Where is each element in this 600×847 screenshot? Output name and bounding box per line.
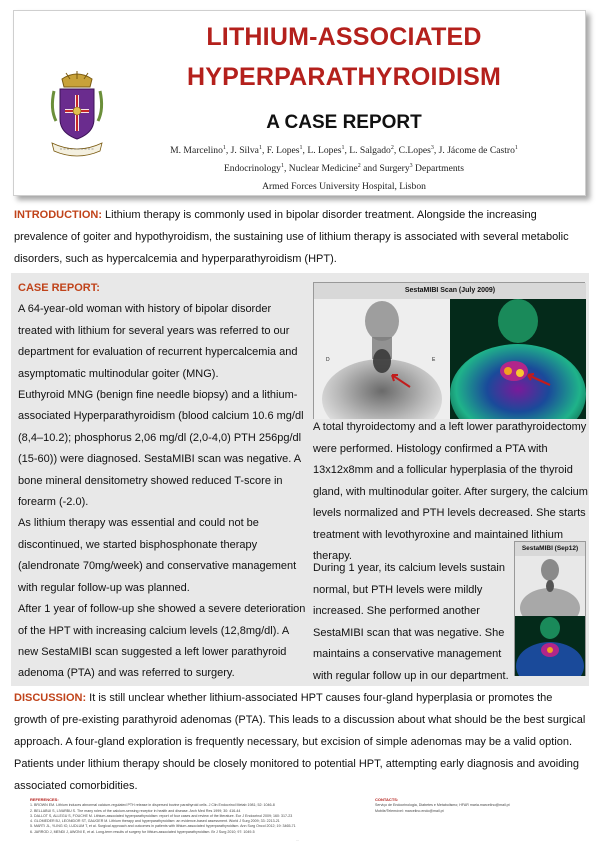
page-mark: ... <box>296 838 299 842</box>
case-report-left-column <box>18 278 308 685</box>
reference-item: 5. MARTI JL, YLING IO, LUDLUM T, et al. Surgical approach and outcomes in patients with lithium-associated hyperparathyroidism. Ann Surg Oncol 2012; 19: 3465-71 <box>30 824 296 829</box>
scan-marker-d: D <box>326 357 330 363</box>
contact-line: Serviço de Endocrinologia, Diabetes e Metabolismo; HFAR maria.marcelino@mail.pt <box>375 803 510 808</box>
scan2-caption: SestaMIBI (Sep12) <box>515 542 585 556</box>
case-report-right-paragraph-2: During 1 year, its calcium levels sustain normal, but PTH levels were mildly increased. She performed another SestaMIBI scan that was negative. She maintains a conservative management with regular follow up in our department. <box>313 562 509 682</box>
reference-item: 6. JARROD J, MENDI J, AWONI E, et al. Long-term results of surgery for lithium-associated hyperparathyroidism. Br J Surg 2010; 97: 1049-5 <box>30 829 255 834</box>
poster-subtitle: A CASE REPORT <box>266 112 422 133</box>
references-section <box>30 797 360 835</box>
poster-title-line-2: HYPERPARATHYROIDISM <box>186 63 501 91</box>
contacts-title: CONTACTS: <box>375 797 399 802</box>
introduction-label: INTRODUCTION: <box>14 209 102 221</box>
sestamibi-followup-figure <box>514 541 586 676</box>
case-report-right-paragraph-1: A total thyroidectomy and a left lower parathyroidectomy were performed. Histology confirmed a PTA with 13x12x8mm and a follicular hyperplasia of the thyroid gland, with multinodular goiter. After surgery, the calcium levels normalized and PTH levels decreased. She starts treatment with levothyroxine and maintained lithium therapy. <box>313 421 588 562</box>
discussion-label: DISCUSSION: <box>14 692 87 704</box>
case-report-label: CASE REPORT: <box>18 282 100 294</box>
discussion-text: It is still unclear whether lithium-associated HPT causes four-gland hyperplasia or promotes the growth of pre-existing parathyroid adenomas (PTA). This leads to a discussion about what should be the best surgical approach. A four-gland exploration is frequently necessary, but excision of simple adenomas may be a valid option. Patients under lithium therapy should be closely monitored to potential HPT, attempting early diagnosis and avoiding associated comorbidities. <box>14 692 586 792</box>
reference-item: 2. BELLABUI S, LIVARBU S. The many roles of the calcium-sensing receptor in health and disease. Arch Med Res 1999; 30: 416-44 <box>30 808 241 813</box>
case-report-section <box>11 273 589 686</box>
scan-marker-e: E <box>432 357 436 363</box>
poster-header <box>13 10 586 196</box>
introduction-text: Lithium therapy is commonly used in bipolar disorder treatment. Alongside the increasing prevalence of goiter and hypothyroidism, the sustaining use of lithium therapy is associated with several metabolic disorders, such as hypercalcemia and hyperparathyroidism (HPT). <box>14 209 569 265</box>
contact-line: Mobile/Telemóvel: marcelino.endo@mail.pt <box>375 808 444 813</box>
case-paragraph: A 64-year-old woman with history of bipolar disorder treated with lithium for several years was referred to our department for evaluation of recurrent hypercalcemia and asymptomatic multinodular goiter (MNG). <box>18 303 298 380</box>
reference-item: 1. BROWN EM. Lithium induces abnormal calcium-regulated PTH release in dispersed bovine parathyroid cells. J Clin Endocrinol Metab 1981; 52: 1046-8 <box>30 803 275 808</box>
contacts-section <box>375 797 575 814</box>
grayscale-scan-image <box>314 299 450 419</box>
coat-of-arms-icon <box>48 69 106 165</box>
case-paragraph: After 1 year of follow-up she showed a severe deterioration of the HPT with increasing calcium levels (12,8mg/dl). A new SestaMIBI scan suggested a left lower parathyroid adenoma (PTA) and was referred to surgery. <box>18 603 306 680</box>
reference-item: 3. DALLOT S, ALLEGU S, FOUCHE M. Lithium-associated hyperparathyroidism: report of four cases and review of the literature. Eur J Endocrinol 2009; 160: 317-23 <box>30 813 293 818</box>
color-scan-image <box>450 299 586 419</box>
followup-grayscale-scan <box>515 556 585 616</box>
introduction-section <box>14 204 586 270</box>
affiliation: Armed Forces University Hospital, Lisbon <box>262 181 426 192</box>
case-paragraph: As lithium therapy was essential and could not be discontinued, we started bisphosphonate therapy (alendronate 70mg/week) and conservative management with regular follow-up was planned. <box>18 517 297 594</box>
author-list: M. Marcelino$^1$, J. Silva$^1$, F. Lopes$^1$, L. Lopes$^1$, L. Salgado$^2$, C.Lopes$^3$, J. Jácome de Castro$^1$ <box>170 144 518 156</box>
sestamibi-scan-figure <box>313 282 585 419</box>
case-paragraph: Euthyroid MNG (benign fine needle biopsy) and a lithium-associated Hyperparathyroidism (blood calcium 10.6 mg/dl (8,4–10.2); phosphorus 2,06 mg/dl (2,0-4,0) PTH 256pg/dl (15-60)) were diagnosed. SestaMIBI scan was negative. A bone mineral densitometry showed reduced T-score in forearm (-2.0). <box>18 389 304 509</box>
reference-item: 4. GLOMEDER BJ, LEONIDOR ST, GAUGER M. Lithium therapy and hyperparathyroidism: an evidence-based assessment. World J Surg 2009; 33: 2213-21 <box>30 819 280 824</box>
discussion-section <box>14 687 586 797</box>
poster-title-line-1: LITHIUM-ASSOCIATED <box>206 23 482 51</box>
followup-color-scan <box>515 616 585 676</box>
department-list: Endocrinology$^1$, Nuclear Medicine$^2$ and Surgery$^3$ Departments <box>223 162 465 174</box>
references-title: REFERENCES: <box>30 797 59 802</box>
scan-caption: SestaMIBI Scan (July 2009) <box>314 283 586 299</box>
